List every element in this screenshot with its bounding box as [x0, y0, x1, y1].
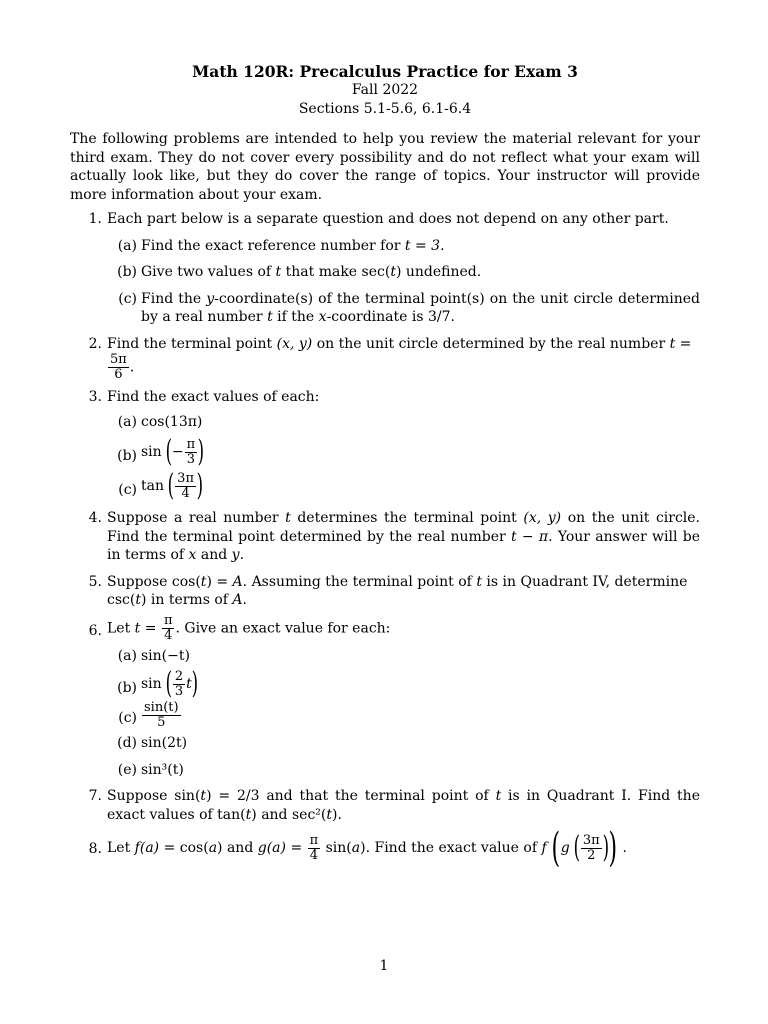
- problem-1b: (b) Give two values of t that make sec(t) undefined.: [117, 264, 482, 280]
- problem-2: 2. Find the terminal point (x, y) on the unit circle determined by the real number t = $\frac{5\pi}{6}$ .: [88, 335, 692, 382]
- problem-1: 1. Each part below is a separate question and does not depend on any other part.: [88, 211, 669, 227]
- problem-6c: (c) $\frac{\sin(t)}{5}$: [118, 700, 179, 730]
- problem-6e: (e) sin³(t): [117, 761, 184, 778]
- problem-1-parts: [70, 237, 700, 327]
- term: Fall 2022: [351, 82, 419, 98]
- problem-3b: (b) sin (− $\frac{\pi}{3}$ ): [117, 434, 205, 469]
- problem-3: 3. Find the exact values of each:: [88, 389, 320, 405]
- fraction: $\frac{3\pi}{4}$: [177, 470, 194, 501]
- fraction: $\frac{3\pi}{2}$: [582, 832, 600, 863]
- problem-3-parts: [70, 413, 700, 502]
- problem-6a: (a) sin(−t): [117, 647, 190, 664]
- fraction: $\frac{2}{3}$: [174, 668, 184, 699]
- problem-6-parts: [70, 647, 700, 780]
- problem-6b: (b) sin ( $\frac{2}{3}$ t): [117, 666, 198, 701]
- problem-4: 4. Suppose a real number t determines the terminal point (x, y) on the unit circle. Find the terminal point determined by the real number t − π. Your answer will be in terms of x and y.: [88, 510, 701, 563]
- problem-3a: (a) cos(13π): [117, 413, 203, 430]
- problem-8: 8. Let f(a) = cos(a) and g(a) = $\frac{\pi}{4}$ sin(a). Find the exact value of f (g ( $\frac{3\pi}{2}$ )) .: [88, 825, 627, 871]
- exam-page: [70, 62, 701, 871]
- page-number: 1: [379, 958, 389, 974]
- fraction: $\frac{\pi}{4}$: [163, 612, 173, 643]
- problem-3c: (c) tan ( $\frac{3\pi}{4}$ ): [118, 468, 204, 503]
- problem-6: 6. Let t = $\frac{\pi}{4}$ . Give an exact value for each:: [88, 612, 391, 643]
- problem-5: 5. Suppose cos(t) = A. Assuming the terminal point of t is in Quadrant IV, determine csc(t) in terms of A.: [88, 573, 688, 608]
- fraction: $\frac{5\pi}{6}$: [110, 352, 127, 382]
- fraction: $\frac{\sin(t)}{5}$: [144, 700, 179, 730]
- header: [70, 62, 700, 119]
- problem-list: [70, 210, 701, 871]
- problem-1a: (a) Find the exact reference number for t = 3.: [117, 237, 445, 254]
- problem-1c: (c) Find the y-coordinate(s) of the terminal point(s) on the unit circle determined by a real number t if the x-coordinate is 3/7.: [118, 290, 700, 325]
- page-title: Math 120R: Precalculus Practice for Exam 3: [192, 62, 578, 81]
- fraction: $\frac{\pi}{4}$: [309, 832, 319, 863]
- problem-7: 7. Suppose sin(t) = 2/3 and that the terminal point of t is in Quadrant I. Find the exact values of tan(t) and sec²(t).: [88, 788, 700, 823]
- sections: Sections 5.1-5.6, 6.1-6.4: [298, 101, 472, 117]
- intro-paragraph: The following problems are intended to help you review the material relevant for your third exam. They do not cover every possibility and do not reflect what your exam will actually look like, but they do cover the range of topics. Your instructor will provide more information about your exam.: [70, 131, 700, 203]
- fraction: $\frac{\pi}{3}$: [186, 436, 196, 467]
- problem-6d: (d) sin(2t): [117, 735, 188, 751]
